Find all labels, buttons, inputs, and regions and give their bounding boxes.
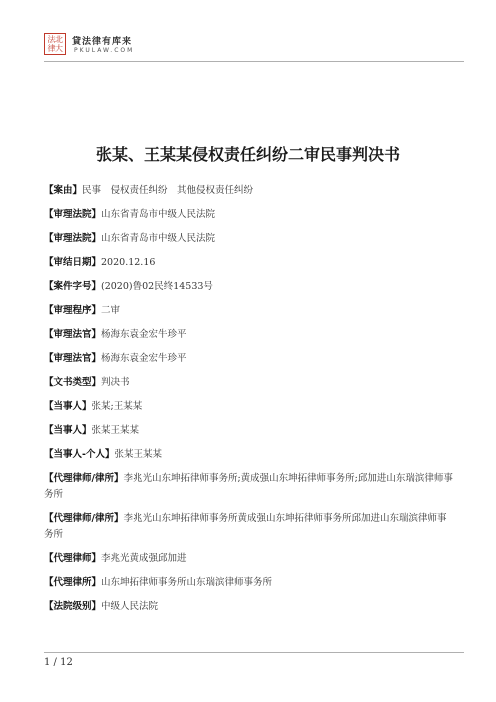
case-field (44, 471, 454, 503)
document-header (44, 33, 464, 63)
field-label: 【审理法官】 (44, 353, 102, 364)
field-label: 【审理程序】 (44, 305, 102, 316)
field-label: 【案件字号】 (44, 281, 102, 292)
case-field (44, 207, 454, 223)
field-label: 【审理法院】 (44, 233, 102, 244)
field-label: 【法院级别】 (44, 601, 102, 612)
field-value: 李兆光黄成强邱加进 (101, 553, 187, 564)
field-label: 【审结日期】 (44, 257, 102, 268)
footer-divider (44, 652, 464, 653)
case-field (44, 279, 454, 295)
field-label: 【当事人-个人】 (44, 449, 115, 460)
case-field (44, 423, 454, 439)
header-divider (44, 61, 464, 62)
field-label: 【代理律师/律所】 (44, 513, 124, 524)
field-label: 【代理律师】 (44, 553, 102, 564)
field-value: 杨海东袁金宏牛珍平 (101, 329, 187, 340)
field-value: 李兆光山东坤拓律师事务所;黄成强山东坤拓律师事务所;邱加进山东瑞滨律师事务所 (44, 473, 453, 500)
case-field (44, 255, 454, 271)
field-value: (2020)鲁02民终14533号 (101, 281, 213, 292)
case-field (44, 327, 454, 343)
field-value: 山东省青岛市中级人民法院 (101, 233, 216, 244)
case-field (44, 231, 454, 247)
field-value: 2020.12.16 (101, 257, 156, 268)
case-field (44, 183, 454, 199)
field-value: 张某王某某 (114, 449, 162, 460)
field-label: 【案由】 (44, 185, 83, 196)
field-value: 二审 (101, 305, 121, 316)
field-value: 判决书 (101, 377, 130, 388)
brand-name: 貸法律有库来 (72, 37, 133, 47)
field-value: 杨海东袁金宏牛珍平 (101, 353, 187, 364)
field-label: 【当事人】 (44, 401, 92, 412)
field-label: 【审理法院】 (44, 209, 102, 220)
field-label: 【代理律所】 (44, 577, 102, 588)
case-field (44, 375, 454, 391)
case-field (44, 447, 454, 463)
case-field (44, 551, 454, 567)
field-value: 中级人民法院 (101, 601, 159, 612)
page-number: 1 / 12 (44, 657, 73, 668)
pkulaw-logo-seal: 法北律大 (44, 33, 66, 55)
field-value: 张某;王某某 (91, 401, 143, 412)
case-field (44, 399, 454, 415)
case-field (44, 511, 454, 543)
field-label: 【代理律师/律所】 (44, 473, 124, 484)
field-label: 【文书类型】 (44, 377, 102, 388)
field-value: 民事 侵权责任纠纷 其他侵权责任纠纷 (82, 185, 254, 196)
case-field (44, 303, 454, 319)
field-value: 李兆光山东坤拓律师事务所黄成强山东坤拓律师事务所邱加进山东瑞滨律师事务所 (44, 513, 447, 540)
case-info-fields (44, 183, 454, 623)
case-field (44, 351, 454, 367)
document-title: 张某、王某某侵权责任纠纷二审民事判决书 (95, 145, 400, 164)
brand-url: PKULAW.COM (74, 47, 135, 54)
field-value: 山东省青岛市中级人民法院 (101, 209, 216, 220)
field-value: 山东坤拓律师事务所山东瑞滨律师事务所 (101, 577, 273, 588)
field-label: 【当事人】 (44, 425, 92, 436)
case-field (44, 575, 454, 591)
field-value: 张某王某某 (91, 425, 140, 436)
field-label: 【审理法官】 (44, 329, 102, 340)
case-field (44, 599, 454, 615)
